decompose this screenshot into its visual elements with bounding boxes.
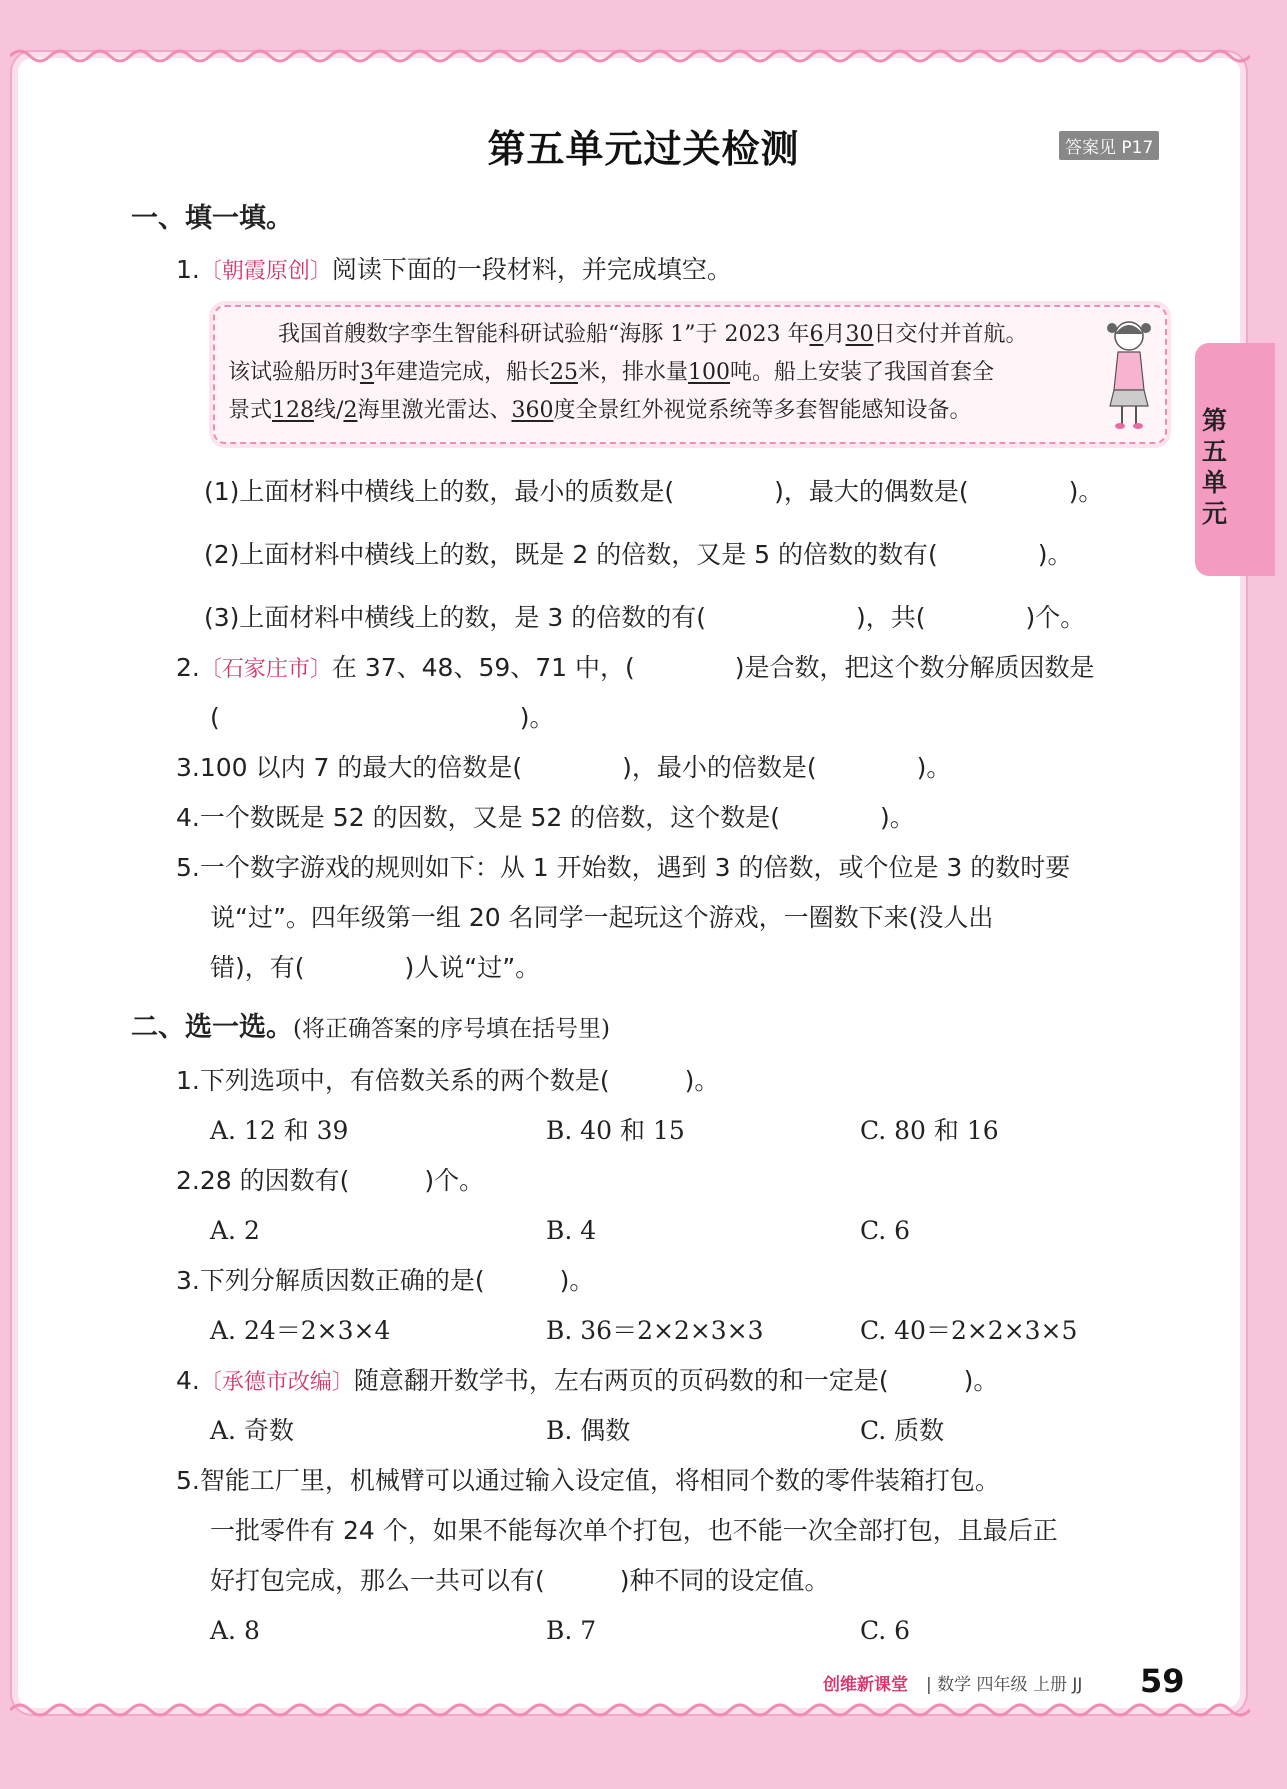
question-number: 1. <box>176 1066 200 1095</box>
q2-2-row <box>176 1166 484 1196</box>
question-text: 一个数字游戏的规则如下：从 1 开始数，遇到 3 的倍数，或个位是 3 的数时要 <box>199 853 1071 882</box>
q1-1-row <box>176 255 732 287</box>
q2-4-option-a[interactable]: A. 奇数 <box>210 1416 294 1445</box>
question-number: 1. <box>176 255 200 284</box>
question-text: 智能工厂里，机械臂可以通过输入设定值，将相同个数的零件装箱打包。 <box>199 1466 1000 1495</box>
q1-sub3: (3)上面材料中横线上的数，是 3 的倍数的有( )，共( )个。 <box>204 603 1086 632</box>
q1-2-line2: ( )。 <box>210 703 555 732</box>
question-text: 100 以内 7 的最大的倍数是( )，最小的倍数是( )。 <box>199 753 952 782</box>
question-number: 5. <box>176 853 200 882</box>
q2-5-row <box>176 1466 1000 1496</box>
section1-heading: 一、填一填。 <box>131 203 293 234</box>
q2-2-option-a[interactable]: A. 2 <box>210 1216 260 1245</box>
q2-2-option-b[interactable]: B. 4 <box>546 1216 597 1245</box>
q2-5-option-a[interactable]: A. 8 <box>210 1616 260 1645</box>
cartoon-girl-illustration <box>1100 316 1158 431</box>
section2-heading-row <box>131 1013 610 1044</box>
source-tag: 〔承德市改编〕 <box>199 1370 354 1395</box>
question-text: 在 37、48、59、71 中，( )是合数，把这个数分解质因数是 <box>331 653 1095 682</box>
passage-line-2: 该试验船历时3年建造完成，船长25米，排水量100吨。船上安装了我国首套全 <box>228 360 995 385</box>
source-tag: 〔石家庄市〕 <box>199 657 332 682</box>
q2-1-option-c[interactable]: C. 80 和 16 <box>860 1116 999 1145</box>
q2-4-option-c[interactable]: C. 质数 <box>860 1416 945 1445</box>
q2-1-row <box>176 1066 719 1096</box>
wavy-border-top <box>10 46 1250 66</box>
question-text: 随意翻开数学书，左右两页的页码数的和一定是( )。 <box>353 1366 999 1395</box>
footer-brand: 创维新课堂 <box>823 1675 908 1695</box>
wavy-border-bottom <box>10 1700 1250 1720</box>
question-text: 下列分解质因数正确的是( )。 <box>199 1266 595 1295</box>
question-number: 4. <box>176 1366 200 1395</box>
question-number: 5. <box>176 1466 200 1495</box>
q2-1-option-b[interactable]: B. 40 和 15 <box>546 1116 685 1145</box>
section2-heading: 二、选一选。 <box>131 1012 293 1043</box>
q1-5-line3: 错)，有( )人说“过”。 <box>210 953 541 982</box>
q2-5-option-b[interactable]: B. 7 <box>546 1616 597 1645</box>
q1-2-row <box>176 653 1095 685</box>
question-number: 3. <box>176 753 200 782</box>
q2-1-option-a[interactable]: A. 12 和 39 <box>210 1116 349 1145</box>
question-text: 阅读下面的一段材料，并完成填空。 <box>331 255 732 284</box>
q2-4-option-b[interactable]: B. 偶数 <box>546 1416 631 1445</box>
page-title: 第五单元过关检测 <box>487 127 800 171</box>
q2-4-row <box>176 1366 998 1398</box>
question-number: 2. <box>176 653 200 682</box>
section2-note: (将正确答案的序号填在括号里) <box>293 1016 610 1042</box>
source-tag: 〔朝霞原创〕 <box>199 259 332 284</box>
passage-line-3: 景式128线/2海里激光雷达、360度全景红外视觉系统等多套智能感知设备。 <box>228 398 972 423</box>
q2-5-line2: 一批零件有 24 个，如果不能每次单个打包，也不能一次全部打包，且最后正 <box>210 1516 1058 1545</box>
q2-3-row <box>176 1266 594 1296</box>
answer-reference-badge: 答案见 P17 <box>1059 131 1159 160</box>
page-number: 59 <box>1140 1662 1185 1700</box>
question-number: 3. <box>176 1266 200 1295</box>
q1-sub2: (2)上面材料中横线上的数，既是 2 的倍数，又是 5 的倍数的数有( )。 <box>204 540 1073 569</box>
q1-3-row <box>176 753 951 783</box>
footer-meta: | 数学 四年级 上册 JJ <box>926 1675 1083 1695</box>
question-number: 4. <box>176 803 200 832</box>
passage-line-1: 我国首艘数字孪生智能科研试验船“海豚 1”于 2023 年6月30日交付并首航。 <box>278 322 1028 347</box>
q1-sub1: (1)上面材料中横线上的数，最小的质数是( )，最大的偶数是( )。 <box>204 477 1104 506</box>
question-text: 下列选项中，有倍数关系的两个数是( )。 <box>199 1066 720 1095</box>
unit-side-tab-label: 第五单元 <box>1202 406 1228 528</box>
q1-5-row <box>176 853 1070 883</box>
q2-2-option-c[interactable]: C. 6 <box>860 1216 911 1245</box>
q1-5-line2: 说“过”。四年级第一组 20 名同学一起玩这个游戏，一圈数下来(没人出 <box>210 903 994 932</box>
question-text: 一个数既是 52 的因数，又是 52 的倍数，这个数是( )。 <box>199 803 915 832</box>
q2-3-option-c[interactable]: C. 40＝2×2×3×5 <box>860 1316 1078 1345</box>
question-number: 2. <box>176 1166 200 1195</box>
q2-5-option-c[interactable]: C. 6 <box>860 1616 911 1645</box>
q2-5-line3: 好打包完成，那么一共可以有( )种不同的设定值。 <box>210 1566 830 1595</box>
q1-4-row <box>176 803 915 833</box>
q2-3-option-b[interactable]: B. 36＝2×2×3×3 <box>546 1316 764 1345</box>
q2-3-option-a[interactable]: A. 24＝2×3×4 <box>210 1316 391 1345</box>
question-text: 28 的因数有( )个。 <box>199 1166 485 1195</box>
